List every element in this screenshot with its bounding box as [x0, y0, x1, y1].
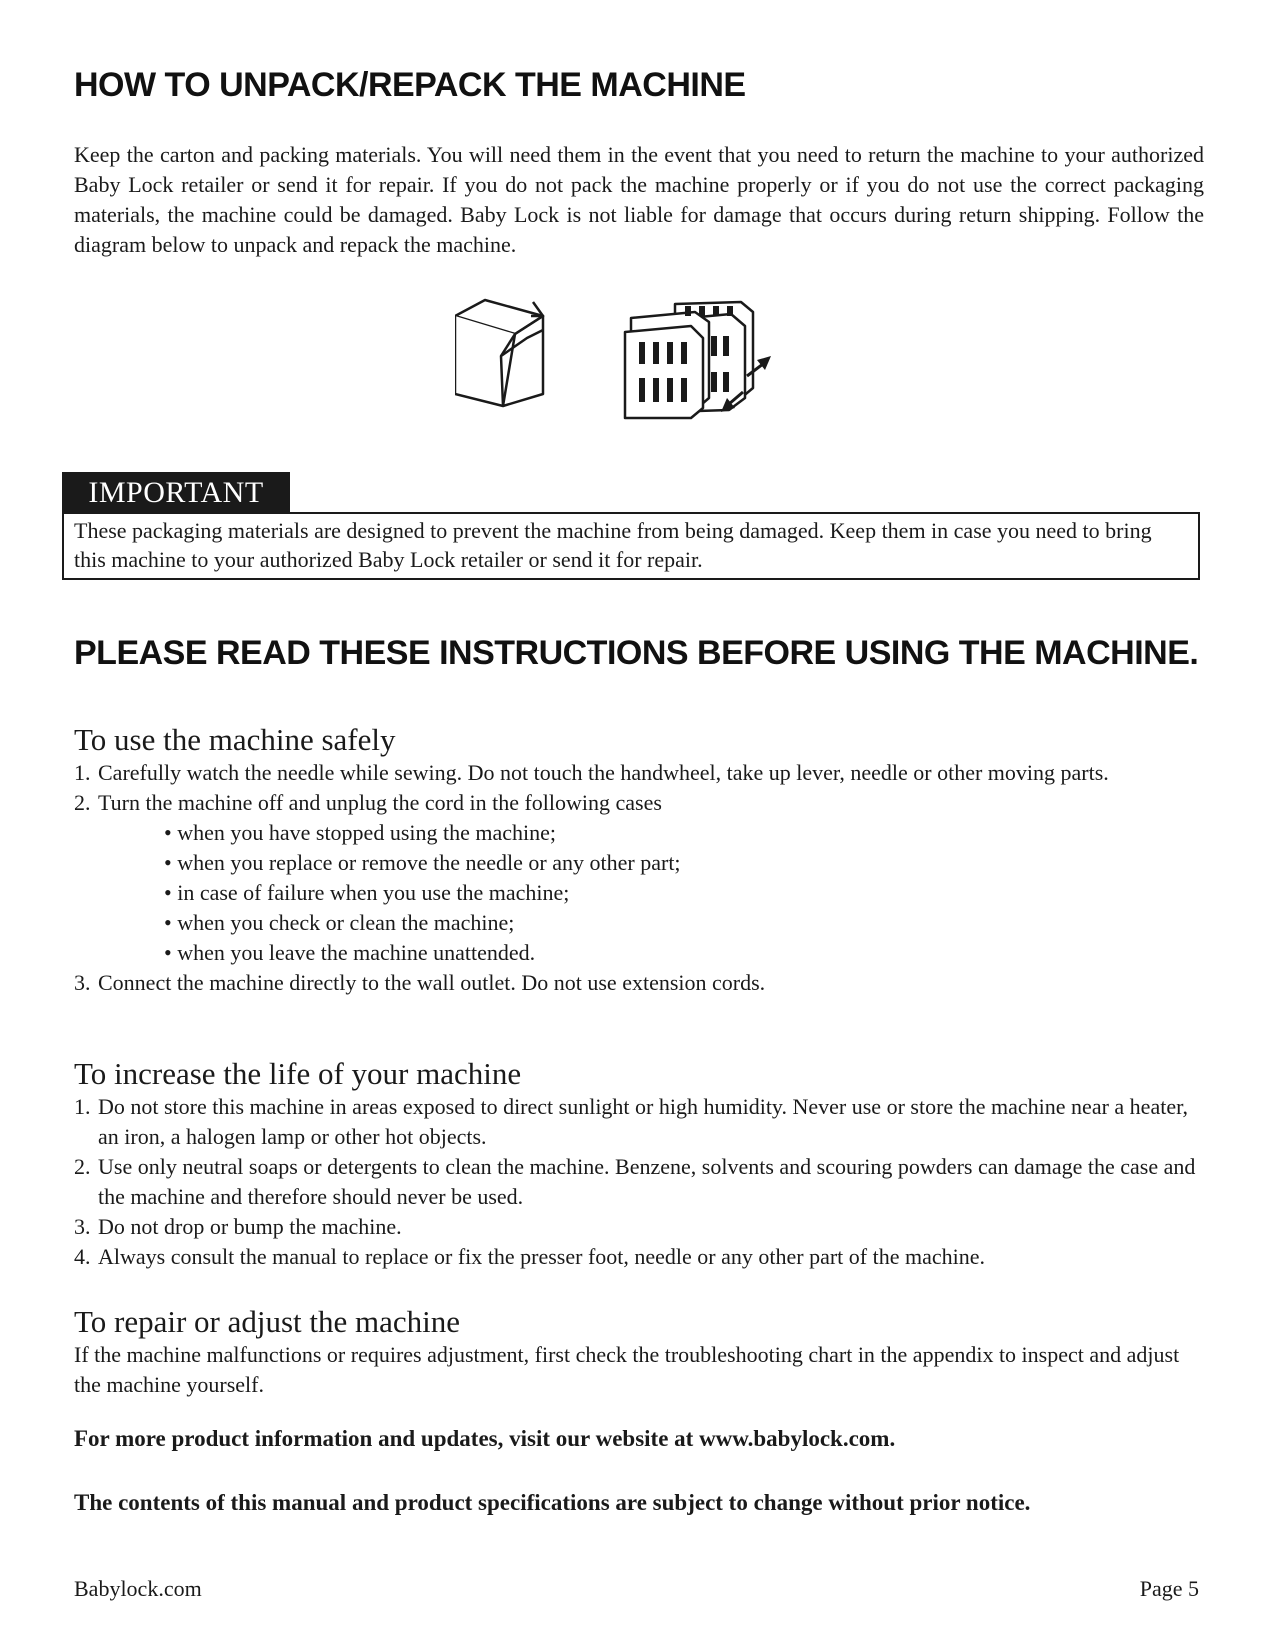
important-label: IMPORTANT	[62, 472, 290, 514]
machine-life-list	[74, 1092, 1214, 1272]
list-item: 2. Use only neutral soaps or detergents to clean the machine. Benzene, solvents and scouring powders can damage the case and the machine and therefore should never be used.	[74, 1154, 1196, 1209]
repair-text: If the machine malfunctions or requires adjustment, first check the troubleshooting chart in the appendix to inspect and adjust the machine yourself.	[74, 1342, 1180, 1397]
list-item: 1. Do not store this machine in areas exposed to direct sunlight or high humidity. Never use or store the machine near a heater, an iron, a halogen lamp or other hot objects.	[74, 1094, 1189, 1149]
page-number: Page 5	[1139, 1576, 1199, 1601]
list-item: • when you leave the machine unattended.	[164, 938, 1214, 968]
footer-site: Babylock.com	[74, 1576, 202, 1601]
unpack-instructions: Keep the carton and packing materials. You will need them in the event that you need to return the machine to your authorized Baby Lock retailer or send it for repair. If you do not pack the machine properly or if you do not use the correct packaging materials, the machine could be damaged. Baby Lock is not liable for damage that occurs during return shipping. Follow the diagram below to unpack and repack the machine.	[74, 142, 1204, 257]
safety-list	[74, 758, 1214, 998]
list-item: • when you check or clean the machine;	[164, 908, 1214, 938]
list-item: 3. Connect the machine directly to the wall outlet. Do not use extension cords.	[74, 970, 766, 995]
safety-heading: To use the machine safely	[74, 722, 396, 757]
disclaimer-note: The contents of this manual and product specifications are subject to change without prior notice.	[74, 1490, 1031, 1515]
list-item: 1. Carefully watch the needle while sewing. Do not touch the handwheel, take up lever, needle or other moving parts.	[74, 760, 1109, 785]
list-item: 2. Turn the machine off and unplug the cord in the following cases • when you have stopped using the machine; • when you replace or remove the needle or any other part; • in case of failure when you use the machine; • when you check or clean the machine; • when you leave the machine unattended.	[74, 788, 1214, 968]
unpack-diagram	[455, 298, 815, 448]
repair-heading: To repair or adjust the machine	[74, 1304, 461, 1339]
list-item: • in case of failure when you use the machine;	[164, 878, 1214, 908]
machine-life-heading: To increase the life of your machine	[74, 1056, 522, 1091]
list-item: • when you have stopped using the machine;	[164, 818, 1214, 848]
unpack-heading: HOW TO UNPACK/REPACK THE MACHINE	[74, 66, 746, 104]
carton-icon	[455, 300, 543, 406]
list-item: • when you replace or remove the needle or any other part;	[164, 848, 1214, 878]
read-instructions-heading: PLEASE READ THESE INSTRUCTIONS BEFORE USING THE MACHINE.	[74, 634, 1199, 672]
website-note: For more product information and updates, visit our website at www.babylock.com.	[74, 1426, 896, 1451]
important-notice	[62, 512, 1200, 580]
shutdown-cases-list	[98, 818, 1214, 968]
list-item: 3. Do not drop or bump the machine.	[74, 1214, 402, 1239]
important-text: These packaging materials are designed to prevent the machine from being damaged. Keep them in case you need to bring this machine to your authorized Baby Lock retailer or send it for repair.	[74, 518, 1152, 572]
list-item: 4. Always consult the manual to replace or fix the presser foot, needle or any other part of the machine.	[74, 1244, 986, 1269]
